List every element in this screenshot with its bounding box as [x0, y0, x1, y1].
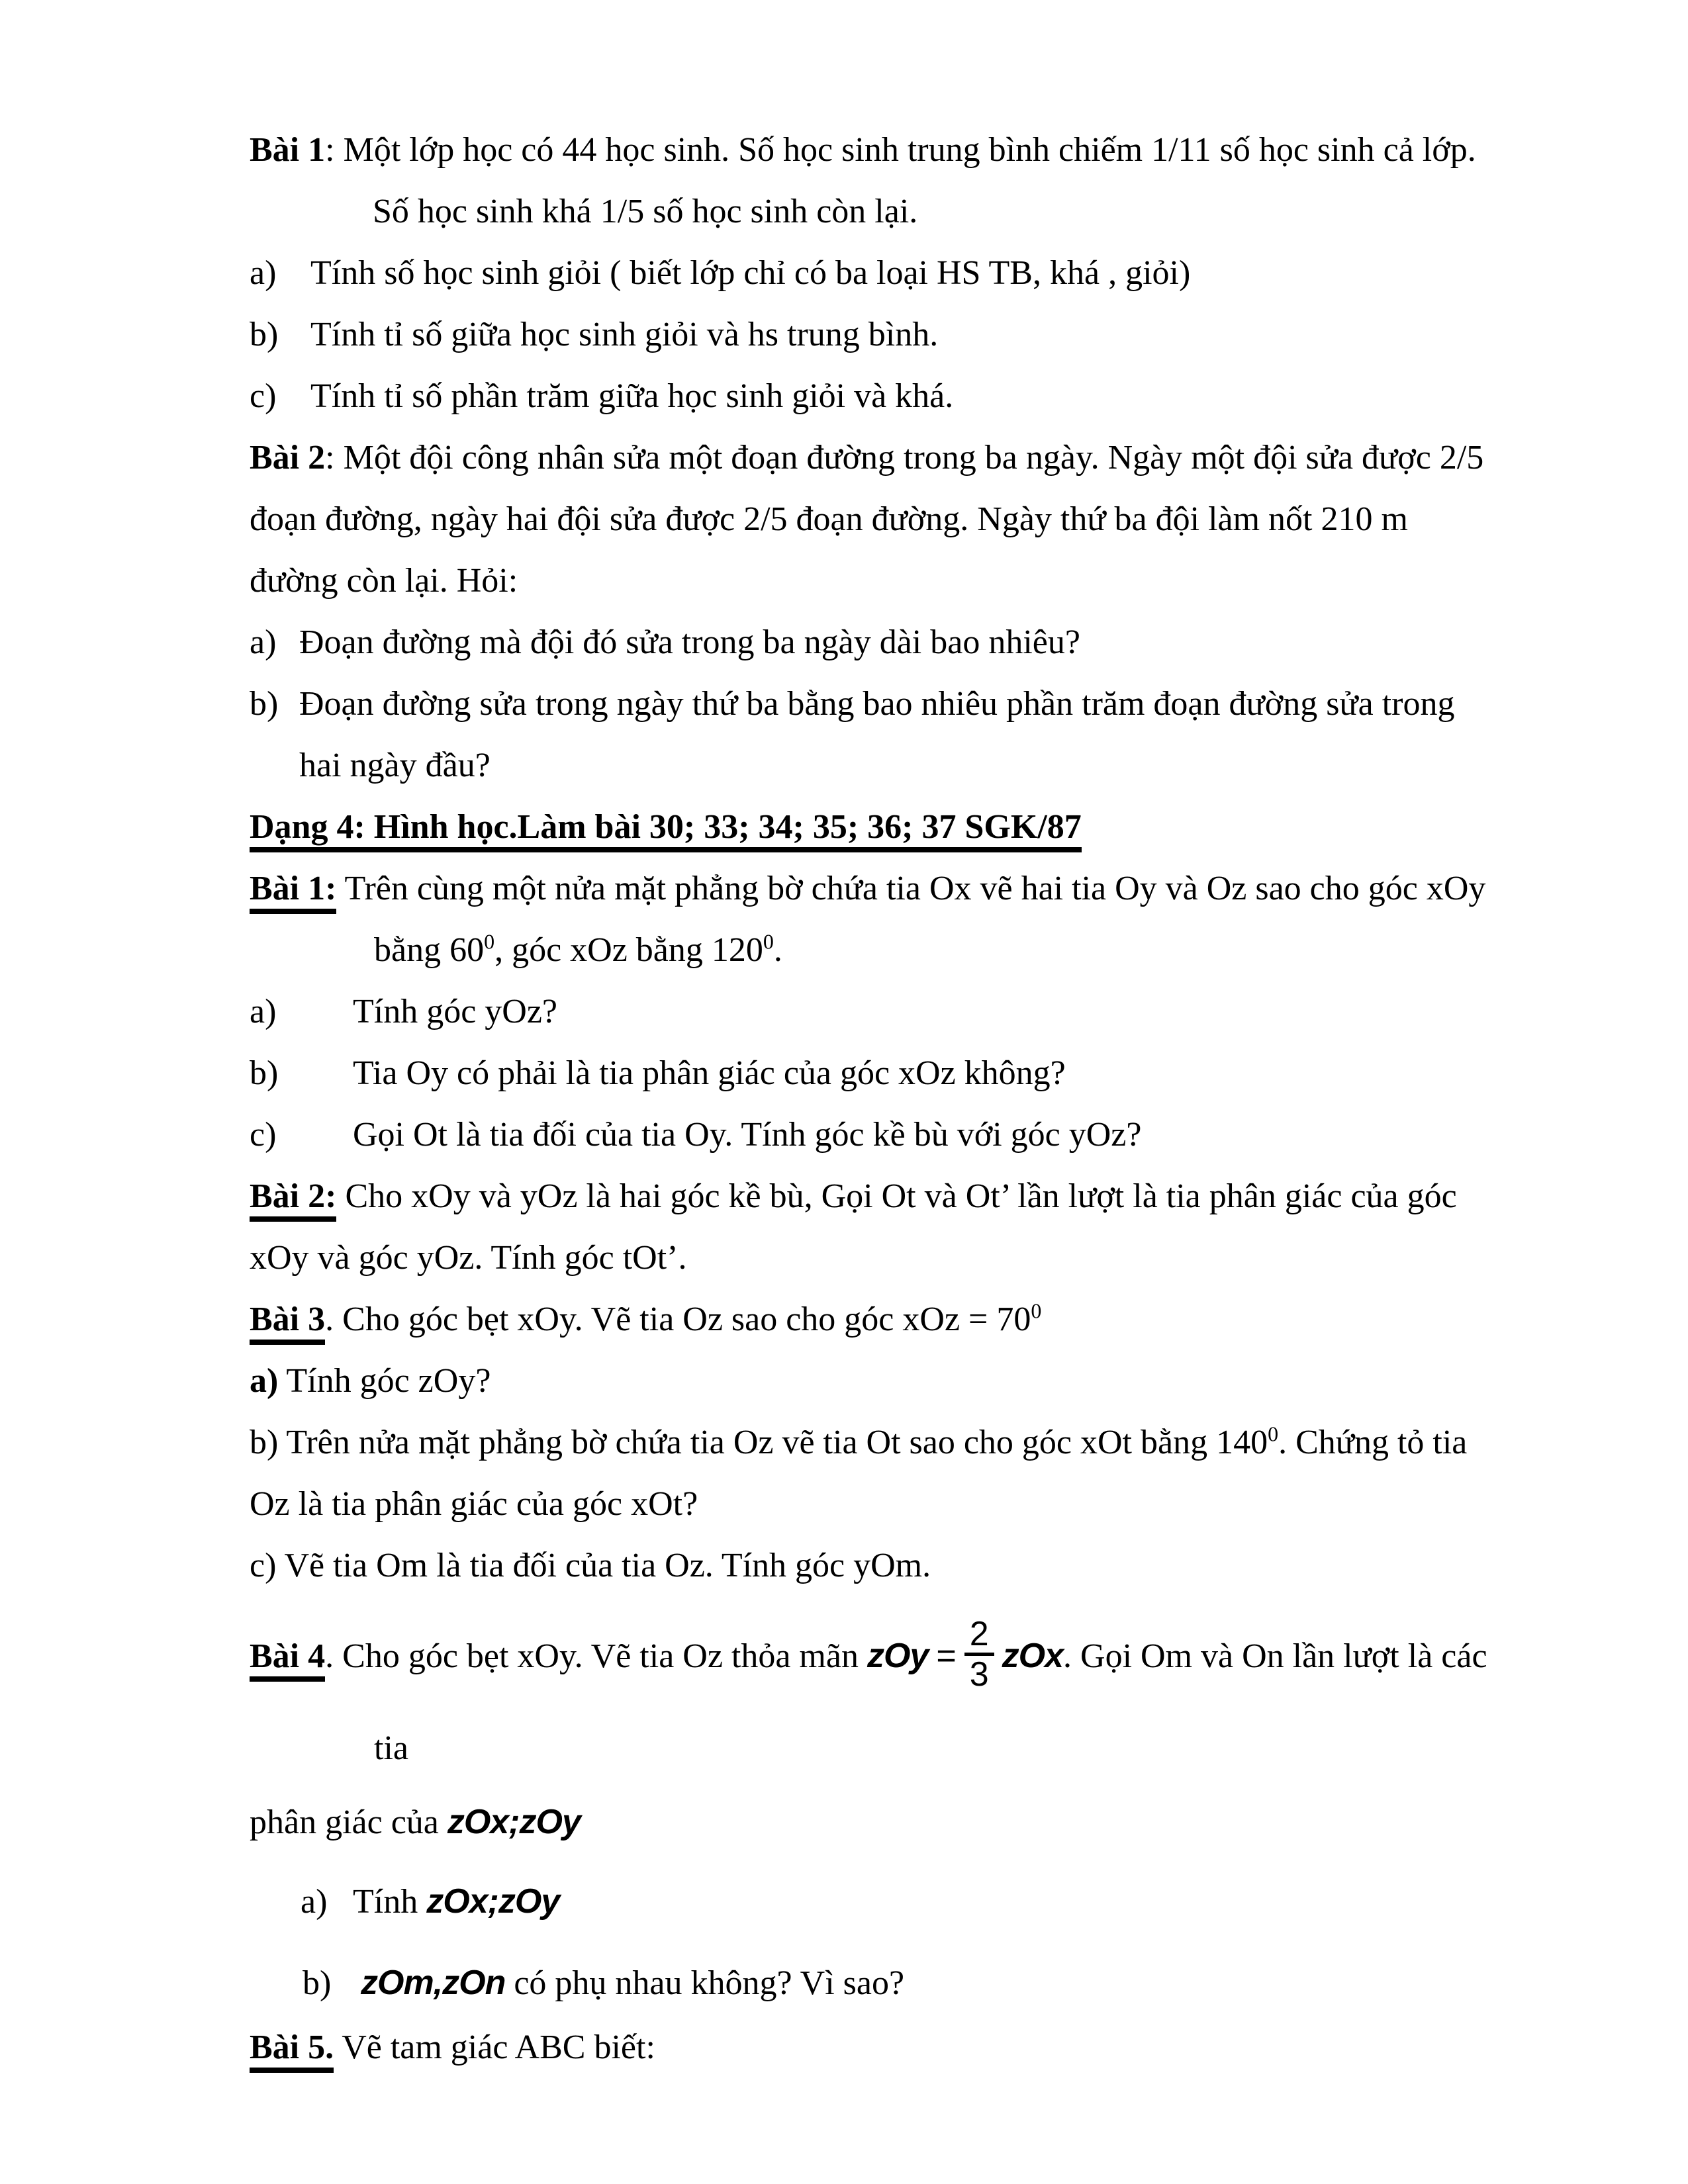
list-item-text: Tính tỉ số phần trăm giữa học sinh giỏi và khá. [310, 377, 954, 415]
line-geom-bai1-item-a [250, 981, 1688, 1042]
math-angles-zOm-zOn: zOm,zOn [361, 1964, 506, 2002]
list-item-text: b) Trên nửa mặt phẳng bờ chứa tia Oz vẽ tia Ot sao cho góc xOt bằng 140 [250, 1424, 1268, 1461]
line-geom-bai1-item-b [250, 1042, 1688, 1104]
math-angle-zOy: zOy [867, 1637, 929, 1675]
degree-superscript: 0 [1268, 1422, 1279, 1446]
section-heading: Dạng 4: Hình học.Làm bài 30; 33; 34; 35; 36; 37 SGK/87 [250, 808, 1082, 852]
line-arith-bai2-item-b [250, 673, 1688, 735]
problem-text: phân giác của [250, 1803, 447, 1841]
problem-text: : Một đội công nhân sửa một đoạn đường trong ba ngày. Ngày một đội sửa được 2/5 [325, 439, 1484, 477]
line-geom-bai1-l1 [250, 858, 1688, 919]
problem-text: đường còn lại. Hỏi: [250, 562, 518, 600]
list-marker: a) [250, 623, 277, 661]
list-item-text: Tính tỉ số giữa học sinh giỏi và hs trung bình. [310, 316, 939, 353]
problem-label-geom-bai3: Bài 3 [250, 1300, 325, 1345]
list-item-text: c) Vẽ tia Om là tia đối của tia Oz. Tính góc yOm. [250, 1547, 931, 1584]
line-arith-bai2-l3 [250, 550, 1688, 612]
fraction-denominator: 3 [969, 1655, 989, 1694]
list-item-text: Đoạn đường mà đội đó sửa trong ba ngày dài bao nhiêu? [299, 623, 1080, 661]
list-marker: b) [250, 316, 279, 353]
degree-superscript: 0 [484, 929, 495, 954]
list-item-text: Tia Oy có phải là tia phân giác của góc xOz không? [353, 1054, 1066, 1092]
list-item-text: Tính góc zOy? [278, 1362, 491, 1400]
list-item-text: có phụ nhau không? Vì sao? [505, 1964, 905, 2002]
line-geom-bai3-item-a [250, 1350, 1688, 1412]
line-arith-bai2-l2 [250, 488, 1688, 550]
degree-superscript: 0 [763, 929, 774, 954]
math-angle-zOx: zOx [1002, 1637, 1064, 1675]
line-geom-bai3-item-b [250, 1412, 1688, 1473]
math-angles-zOx-zOy: zOx;zOy [426, 1882, 560, 1921]
problem-text: , góc xOz bằng 120 [494, 931, 763, 969]
line-section-heading [250, 796, 1688, 858]
line-arith-bai2-item-a [250, 612, 1688, 673]
line-arith-bai1-item-a [250, 242, 1688, 304]
list-marker: c) [250, 377, 277, 415]
line-geom-bai4-item-b [303, 1952, 1688, 2014]
list-marker: a) [250, 254, 277, 292]
list-marker: b) [303, 1964, 332, 2002]
problem-text: . Gọi Om và On lần lượt là các [1063, 1637, 1487, 1675]
list-item-text: Oz là tia phân giác của góc xOt? [250, 1485, 698, 1523]
list-marker: b) [250, 685, 279, 723]
list-marker: a) [250, 1362, 279, 1400]
equals-sign: = [936, 1637, 957, 1675]
list-item-text: hai ngày đầu? [299, 747, 491, 784]
line-geom-bai2-l2 [250, 1227, 1688, 1289]
line-arith-bai1-cont [373, 181, 1688, 242]
list-item-text: Tính góc yOz? [353, 993, 558, 1030]
problem-text: Số học sinh khá 1/5 số học sinh còn lại. [373, 193, 918, 230]
line-geom-bai3-item-b-cont [250, 1473, 1688, 1535]
list-item-text: . Chứng tỏ tia [1278, 1424, 1468, 1461]
problem-label-bai2: Bài 2 [250, 439, 326, 477]
list-marker: a) [301, 1883, 328, 1921]
list-item-text: Tính số học sinh giỏi ( biết lớp chỉ có ba loại HS TB, khá , giỏi) [310, 254, 1191, 292]
problem-text: xOy và góc yOz. Tính góc tOt’. [250, 1239, 687, 1277]
problem-text: tia [374, 1729, 408, 1767]
line-arith-bai1-heading [250, 119, 1688, 181]
line-geom-bai2-l1 [250, 1165, 1688, 1227]
math-angles-zOx-zOy: zOx;zOy [447, 1803, 581, 1841]
problem-text: : Một lớp học có 44 học sinh. Số học sinh trung bình chiếm 1/11 số học sinh cả lớp. [325, 131, 1476, 169]
problem-label-geom-bai2: Bài 2: [250, 1177, 336, 1222]
line-geom-bai5-heading [250, 2017, 1688, 2078]
list-item-text: Đoạn đường sửa trong ngày thứ ba bằng bao nhiêu phần trăm đoạn đường sửa trong [299, 685, 1455, 723]
fraction-numerator: 2 [964, 1615, 994, 1656]
line-arith-bai2-l1 [250, 427, 1688, 488]
list-item-text: Gọi Ot là tia đối của tia Oy. Tính góc kề bù với góc yOz? [353, 1116, 1142, 1154]
line-geom-bai1-item-c [250, 1104, 1688, 1165]
problem-label-bai1: Bài 1 [250, 131, 326, 169]
list-marker: b) [250, 1054, 279, 1092]
line-arith-bai1-item-c [250, 365, 1688, 427]
problem-label-geom-bai4: Bài 4 [250, 1637, 325, 1682]
problem-text: bằng 60 [374, 931, 485, 969]
line-arith-bai2-item-b-cont [299, 735, 1688, 796]
list-item-text: Tính [353, 1883, 427, 1921]
line-geom-bai4-item-a [301, 1871, 1688, 1933]
list-marker: c) [250, 1116, 277, 1154]
list-marker: a) [250, 993, 277, 1030]
problem-text: Cho xOy và yOz là hai góc kề bù, Gọi Ot và Ot’ lần lượt là tia phân giác của góc [336, 1177, 1457, 1215]
problem-text: . Cho góc bẹt xOy. Vẽ tia Oz sao cho góc xOz = 70 [325, 1300, 1031, 1338]
problem-text: Trên cùng một nửa mặt phẳng bờ chứa tia Ox vẽ hai tia Oy và Oz sao cho góc xOy [336, 870, 1486, 907]
problem-label-geom-bai1: Bài 1: [250, 870, 336, 914]
problem-text: . Cho góc bẹt xOy. Vẽ tia Oz thỏa mãn [325, 1637, 867, 1675]
line-geom-bai4-cont2 [250, 1792, 1688, 1853]
line-geom-bai1-l2 [374, 919, 1688, 981]
line-geom-bai3-item-c [250, 1535, 1688, 1596]
degree-superscript: 0 [1031, 1298, 1042, 1323]
problem-text: đoạn đường, ngày hai đội sửa được 2/5 đoạn đường. Ngày thứ ba đội làm nốt 210 m [250, 500, 1408, 538]
problem-text: Vẽ tam giác ABC biết: [334, 2028, 655, 2066]
line-geom-bai4-cont1 [374, 1717, 1688, 1779]
problem-label-geom-bai5: Bài 5. [250, 2028, 334, 2073]
fraction-two-thirds [964, 1615, 994, 1693]
line-geom-bai4-heading [250, 1596, 1688, 1715]
line-arith-bai1-item-b [250, 304, 1688, 365]
problem-text: . [773, 931, 782, 969]
line-geom-bai3-heading [250, 1289, 1688, 1350]
